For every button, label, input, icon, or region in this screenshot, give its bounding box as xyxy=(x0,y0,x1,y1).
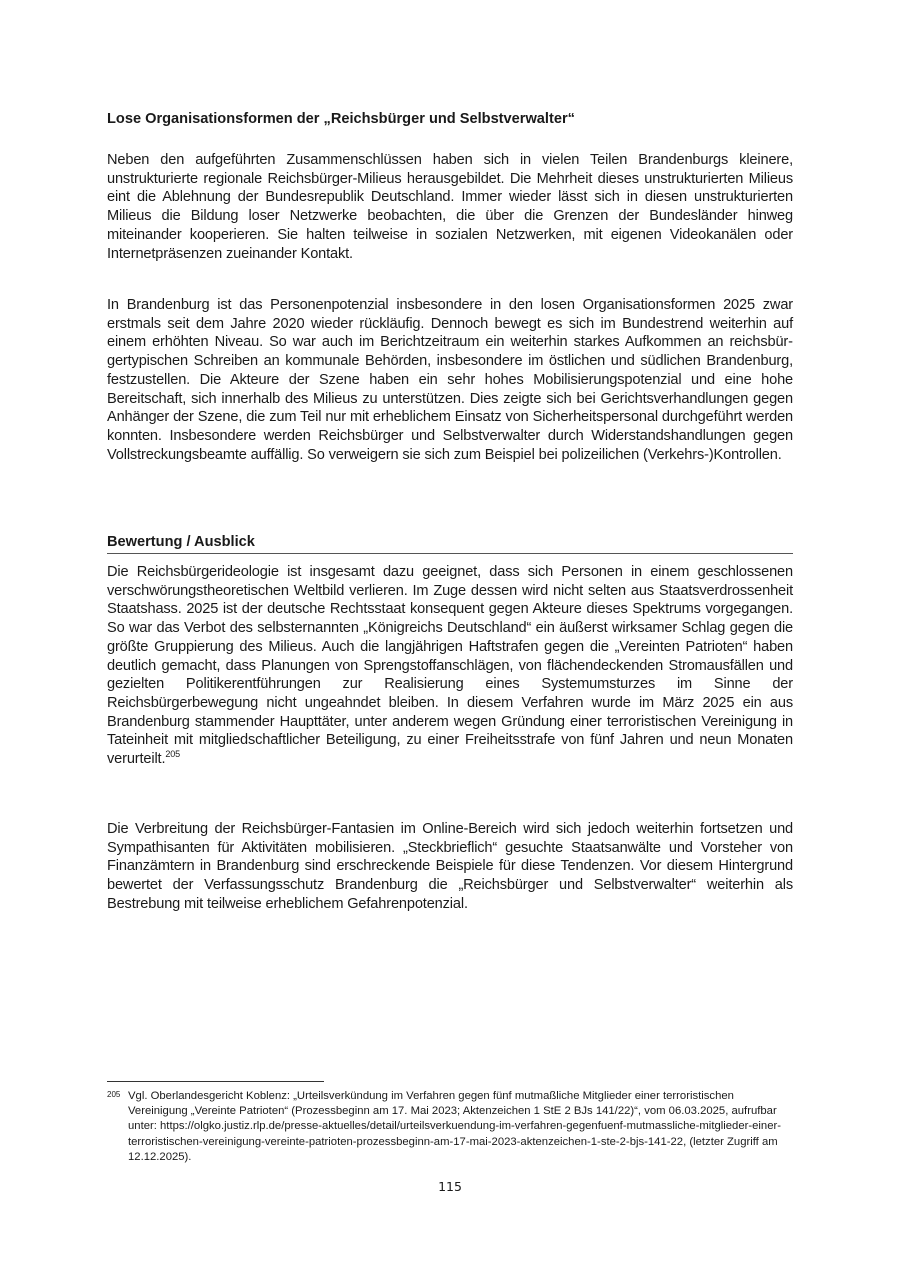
footnote xyxy=(107,1089,793,1165)
paragraph-reichsbuergerideologie xyxy=(107,563,793,769)
paragraph-reichsbuergerideologie-text: Die Reichsbürgerideologie ist insgesamt dazu geeignet, dass sich Personen in einem geschlossenen verschwörungstheoretischen Weltbild verlieren. Im Zuge dessen wird nicht selten aus Staatsverdrossenheit Staatshass. 2025 ist der deutsche Rechtsstaat konsequent gegen Akteure dieses Spektrums vorgegangen. So war das Verbot des selbsternannten „Königreichs Deutschland“ ein äußerst wirksamer Schlag gegen die größte Gruppierung des Milieus. Auch die langjährigen Haftstrafen gegen die „Vereinten Patrioten“ haben deutlich gemacht, dass Planungen von Sprengstoffanschlägen, von flächendeckenden Stromausfällen und gezielten Politikerentführungen zur Realisierung eines Systemumsturzes im Sinne der Reichsbürgerbewegung nicht ungeahndet bleiben. In diesem Verfahren wurde im März 2025 ein aus Brandenburg stammender Haupttäter, unter anderem wegen Gründung einer terroristischen Vereinigung in Tateinheit mit mitgliedschaftlicher Beteiligung, zu einer Freiheitsstrafe von fünf Jahren und neun Monaten verurteilt. xyxy=(107,564,793,768)
footnote-number: 205 xyxy=(107,1090,121,1099)
heading-underline xyxy=(107,553,793,554)
paragraph-personenpotenzial: In Brandenburg ist das Personenpotenzial insbesondere in den losen Organisationsformen 2025 zwar erstmals seit dem Jahre 2020 wieder rückläufig. Dennoch bewegt es sich im Bundestrend weiterhin auf einem erhöhten Niveau. So war auch im Berichtzeitraum ein weiterhin starkes Aufkommen an reichsbürgertypischen Schreiben an kommunale Behörden, insbesondere im östlichen und südlichen Brandenburg, festzustellen. Die Akteure der Szene haben ein sehr hohes Mobilisierungspotenzial und eine hohe Bereitschaft, sich innerhalb des Milieus zu unterstützen. Dies zeigte sich bei Gerichtsverhandlungen gegen Anhänger der Szene, die zum Teil nur mit erheblichem Einsatz von Sicherheitspersonal durchgeführt werden konnten. Insbesondere werden Reichsbürger und Selbstverwalter durch Widerstandshandlungen gegen Vollstreckungsbeamte auffällig. So verweigern sie sich zum Beispiel bei polizeilichen (Verkehrs-)Kontrollen. xyxy=(107,297,793,463)
section-heading-bewertung: Bewertung / Ausblick xyxy=(107,534,255,550)
page-number: 115 xyxy=(438,1179,462,1194)
footnote-separator xyxy=(107,1081,324,1082)
footnote-text: Vgl. Oberlandesgericht Koblenz: „Urteilsverkündung im Verfahren gegen fünf mutmaßliche Mitglieder einer terroristischen Vereinigung „Vereinte Patrioten“ (Prozessbeginn am 17. Mai 2023; Aktenzeichen 1 StE 2 BJs 141/22)“, vom 06.03.2025, aufrufbar unter: https://olgko.justiz.rlp.de/presse-aktuelles/detail/urteilsverkuendung-im-verfahren-gegenfuenf-mutmassliche-mitglieder-einer-terroristischen-vereinigung-vereinte-patrioten-prozessbeginn-am-17-mai-2023-aktenzeichen-1-ste-2-bjs-141-22, (letzter Zugriff am 12.12.2025). xyxy=(128,1090,782,1163)
footnote-reference[interactable]: 205 xyxy=(165,749,180,760)
paragraph-online-verbreitung: Die Verbreitung der Reichsbürger-Fantasien im Online-Bereich wird sich jedoch weiterhin fortsetzen und Sympathisanten für Aktivitäten mobilisieren. „Steckbrieflich“ gesuchte Staatsanwälte und Vorsteher von Finanzämtern in Brandenburg sind erschreckende Beispiele für diese Tendenzen. Vor diesem Hintergrund bewertet der Verfassungsschutz Brandenburg die „Reichsbürger und Selbstverwalter“ weiterhin als Bestrebung mit teilweise erheblichem Gefahrenpotenzial. xyxy=(107,821,793,912)
paragraph-netzwerke: Neben den aufgeführten Zusammenschlüssen haben sich in vielen Teilen Brandenburgs kleinere, unstrukturierte regionale Reichsbürger-Milieus herausgebildet. Die Mehrheit dieses unstrukturierten Milieus eint die Ablehnung der Bundesrepublik Deutschland. Immer wieder lässt sich in diesen unstrukturierten Milieus die Bildung loser Netzwerke beobachten, die über die Grenzen der Bundesländer hinweg miteinander kooperieren. Sie halten teilweise in sozialen Netzwerken, mit eigenen Videokanälen oder Internetpräsenzen zueinander Kontakt. xyxy=(107,152,793,262)
section-heading-lose-organisationsformen: Lose Organisationsformen der „Reichsbürger und Selbstverwalter“ xyxy=(107,111,575,127)
